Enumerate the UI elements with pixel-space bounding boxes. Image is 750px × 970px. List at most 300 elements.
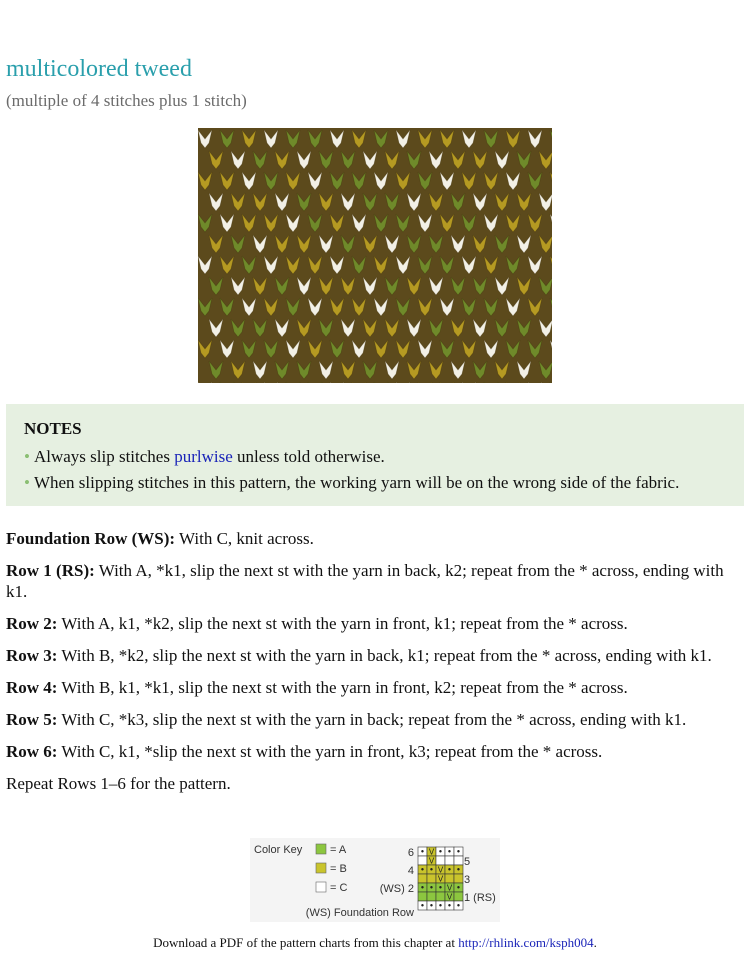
instruction-row-4 [6,677,742,698]
tweed-stitch [286,298,300,316]
tweed-stitch [308,382,322,383]
slip-stitch-symbol: V [437,865,444,875]
key-label-c: = C [330,882,348,894]
tweed-stitch [352,172,366,190]
tweed-stitch [198,256,212,274]
tweed-stitch [550,172,552,190]
tweed-stitch [352,214,366,232]
purl-dot-symbol: • [456,864,461,875]
page-title: multicolored tweed [6,56,192,82]
slip-stitch-symbol: V [428,847,435,857]
tweed-stitch [264,340,278,358]
tweed-stitch [363,151,377,169]
chart-grid [418,847,463,911]
row-label: Row 4: [6,678,58,697]
tweed-stitch [242,172,256,190]
note-item [24,446,744,468]
tweed-stitch [440,172,454,190]
row-text: With C, k1, *slip the next st with the yarn in front, k3; repeat from the * across. [57,742,603,761]
tweed-stitch [253,151,267,169]
tweed-stitch [418,340,432,358]
slip-stitch-symbol: V [428,856,435,866]
tweed-stitch [341,361,355,379]
tweed-stitch [297,319,311,337]
tweed-stitch [275,193,289,211]
tweed-stitch [418,382,432,383]
tweed-stitch [539,193,552,211]
tweed-stitch [517,235,531,253]
tweed-stitch [462,340,476,358]
tweed-stitch [341,235,355,253]
instruction-row-2 [6,613,742,634]
row-label: Foundation Row (WS): [6,529,176,548]
tweed-stitch [330,298,344,316]
tweed-stitch [429,277,443,295]
tweed-stitch [286,130,300,148]
footer-text: Download a PDF of the pattern charts from this chapter at [153,935,459,950]
tweed-stitch [297,235,311,253]
slip-stitch-symbol: V [446,892,453,902]
tweed-stitch [319,235,333,253]
stitch-multiple: (multiple of 4 stitches plus 1 stitch) [6,91,247,110]
tweed-stitch [231,151,245,169]
purl-dot-symbol: • [420,882,425,893]
tweed-stitch [517,319,531,337]
tweed-stitch [440,382,454,383]
tweed-stitch [308,256,322,274]
tweed-stitch [506,214,520,232]
footer-note [0,934,750,952]
slip-stitch-symbol: V [437,874,444,884]
tweed-stitch [506,340,520,358]
tweed-stitch [473,277,487,295]
tweed-stitch [341,319,355,337]
tweed-stitch [506,298,520,316]
tweed-stitch [396,172,410,190]
row-text: Repeat Rows 1–6 for the pattern. [6,774,231,793]
tweed-stitch [341,193,355,211]
tweed-stitch [319,193,333,211]
tweed-stitch [528,256,542,274]
tweed-stitch [451,151,465,169]
tweed-stitch [319,151,333,169]
tweed-stitch [528,214,542,232]
tweed-stitch [363,319,377,337]
row-label-6: 6 [407,847,414,859]
tweed-stitch [440,256,454,274]
tweed-stitch [231,193,245,211]
instruction-foundation-row [6,528,742,549]
tweed-stitch [462,130,476,148]
tweed-stitch [209,277,223,295]
purl-dot-symbol: • [429,864,434,875]
tweed-stitch [308,298,322,316]
tweed-stitch [352,256,366,274]
tweed-stitch [506,130,520,148]
instruction-row-1 [6,560,742,602]
tweed-stitch [275,361,289,379]
purl-dot-symbol: • [447,846,452,857]
purl-dot-symbol: • [420,900,425,911]
tweed-stitch [242,130,256,148]
tweed-stitch [407,193,421,211]
tweed-stitch [374,214,388,232]
tweed-stitch [231,235,245,253]
tweed-stitch [374,172,388,190]
tweed-stitch [275,235,289,253]
chart-cell [445,874,454,883]
tweed-stitch [308,130,322,148]
purl-dot-symbol: • [456,882,461,893]
tweed-stitch [209,319,223,337]
tweed-stitch [330,340,344,358]
tweed-stitch [286,340,300,358]
tweed-stitch [429,193,443,211]
tweed-stitch [352,130,366,148]
tweed-stitch [352,298,366,316]
bullet-icon: • [24,447,30,466]
tweed-stitch [374,256,388,274]
tweed-stitch [539,151,552,169]
note-text: When slipping stitches in this pattern, the working yarn will be on the wrong side of the fabric. [33,473,680,492]
tweed-stitch [308,214,322,232]
tweed-stitch [297,361,311,379]
tweed-stitch [319,277,333,295]
tweed-stitch [451,277,465,295]
tweed-stitch [407,277,421,295]
tweed-stitch [517,151,531,169]
tweed-stitch [462,256,476,274]
footer-period: . [593,935,597,950]
row-label-foundation: (WS) Foundation Row [305,907,414,919]
tweed-stitch [253,361,267,379]
tweed-stitch [539,235,552,253]
tweed-stitch [451,319,465,337]
tweed-stitch [253,319,267,337]
tweed-stitch [275,151,289,169]
row-label: Row 2: [6,614,58,633]
row-label-4: 4 [407,865,414,877]
chart-figure [250,838,500,922]
tweed-stitch [539,277,552,295]
notes-list [24,446,744,494]
row-text: With C, knit across. [175,529,314,548]
purl-dot-symbol: • [420,846,425,857]
tweed-stitch [506,256,520,274]
tweed-stitch [517,193,531,211]
purl-dot-symbol: • [456,900,461,911]
tweed-stitch [220,298,234,316]
tweed-stitch [198,340,212,358]
row-label-3: 3 [464,874,471,886]
key-swatch-a [316,844,326,854]
tweed-stitch [198,130,212,148]
tweed-stitch [385,235,399,253]
tweed-stitch [385,193,399,211]
tweed-stitch [385,277,399,295]
bullet-icon: • [24,473,30,492]
tweed-stitch [484,382,498,383]
tweed-stitch [418,256,432,274]
tweed-stitch [242,382,256,383]
tweed-stitch [198,172,212,190]
tweed-stitch [484,256,498,274]
tweed-stitch [396,214,410,232]
tweed-stitch [396,130,410,148]
tweed-stitch [528,172,542,190]
tweed-stitch [330,382,344,383]
tweed-stitch [231,277,245,295]
tweed-stitch [429,361,443,379]
note-text-after: unless told otherwise. [232,447,385,466]
instruction-row-5 [6,709,742,730]
row-text: With B, k1, *k1, slip the next st with the yarn in front, k2; repeat from the * across. [57,678,628,697]
tweed-swatch-photo [198,128,552,383]
purl-dot-symbol: • [420,864,425,875]
tweed-stitch [451,235,465,253]
tweed-stitch [473,361,487,379]
tweed-stitch [506,382,520,383]
tweed-stitch [418,298,432,316]
tweed-stitch [198,382,212,383]
instruction-row-6 [6,741,742,762]
key-swatch-b [316,863,326,873]
tweed-stitch [440,130,454,148]
tweed-stitch [363,361,377,379]
note-text-before: Always slip stitches [33,447,175,466]
tweed-stitch [286,256,300,274]
tweed-stitch [550,130,552,148]
tweed-stitch [264,172,278,190]
tweed-stitch [407,151,421,169]
tweed-stitch [396,340,410,358]
tweed-stitch [308,172,322,190]
tweed-stitch [539,361,552,379]
tweed-stitch [253,193,267,211]
tweed-stitch [418,172,432,190]
tweed-stitch [352,340,366,358]
note-item [24,472,744,494]
row-label-1: 1 (RS) [464,892,496,904]
tweed-stitch [209,235,223,253]
tweed-stitch [385,319,399,337]
tweed-stitch [209,193,223,211]
instruction-repeat [6,773,742,794]
tweed-stitch [242,298,256,316]
tweed-stitch [308,340,322,358]
tweed-stitch [209,151,223,169]
tweed-stitch [550,340,552,358]
tweed-stitch [330,172,344,190]
tweed-stitch [231,319,245,337]
tweed-stitch [220,382,234,383]
tweed-stitch [264,298,278,316]
tweed-stitch [550,214,552,232]
tweed-stitch [374,382,388,383]
tweed-stitch [550,382,552,383]
notes-box [6,404,744,506]
tweed-stitch [473,235,487,253]
row-label-5: 5 [464,856,471,868]
purlwise-link[interactable]: purlwise [174,447,233,466]
tweed-stitch [220,172,234,190]
tweed-stitch [473,193,487,211]
purl-dot-symbol: • [429,882,434,893]
tweed-stitch [220,130,234,148]
tweed-stitch [495,361,509,379]
tweed-stitch [264,382,278,383]
tweed-stitch [495,151,509,169]
tweed-stitch [297,151,311,169]
chart-cell [436,856,445,865]
tweed-stitch [286,382,300,383]
tweed-stitch [539,319,552,337]
key-swatch-c [316,882,326,892]
tweed-stitch [253,235,267,253]
tweed-stitch [341,151,355,169]
tweed-stitch [528,382,542,383]
row-text: With A, k1, *k2, slip the next st with the yarn in front, k1; repeat from the * across. [57,614,628,633]
tweed-stitch [517,277,531,295]
tweed-stitch [429,319,443,337]
tweed-stitch [396,382,410,383]
tweed-stitch [407,235,421,253]
tweed-stitch [374,340,388,358]
tweed-stitch [363,277,377,295]
tweed-stitch [506,172,520,190]
tweed-stitch [231,361,245,379]
tweed-stitch [440,340,454,358]
tweed-stitch [374,130,388,148]
swatch-illustration [198,128,552,383]
tweed-stitch [517,361,531,379]
tweed-stitch [528,340,542,358]
key-label-b: = B [330,863,347,875]
tweed-stitch [473,319,487,337]
tweed-stitch [264,130,278,148]
tweed-stitch [374,298,388,316]
tweed-stitch [385,151,399,169]
tweed-stitch [264,256,278,274]
row-label: Row 3: [6,646,58,665]
tweed-stitch [495,235,509,253]
tweed-stitch [484,340,498,358]
tweed-stitch [396,256,410,274]
tweed-stitch [297,277,311,295]
tweed-stitch [495,277,509,295]
tweed-stitch [363,235,377,253]
tweed-stitch [198,298,212,316]
tweed-stitch [242,214,256,232]
purl-dot-symbol: • [429,900,434,911]
tweed-stitch [473,151,487,169]
tweed-stitch [242,256,256,274]
tweed-stitch [286,214,300,232]
tweed-stitch [550,298,552,316]
tweed-stitch [550,256,552,274]
row-text: With A, *k1, slip the next st with the yarn in back, k2; repeat from the * across, ending with k1. [6,561,724,601]
tweed-stitch [220,340,234,358]
purl-dot-symbol: • [438,882,443,893]
notes-heading: NOTES [24,419,82,438]
purl-dot-symbol: • [447,864,452,875]
tweed-stitch [330,130,344,148]
tweed-stitch [462,214,476,232]
tweed-stitch [341,277,355,295]
instruction-row-3 [6,645,742,666]
row-label: Row 5: [6,710,58,729]
tweed-stitch [462,382,476,383]
purl-dot-symbol: • [438,900,443,911]
color-key-title: Color Key [254,844,303,856]
tweed-stitch [330,256,344,274]
tweed-stitch [484,130,498,148]
pdf-download-link[interactable]: http://rhlink.com/ksph004 [458,935,594,950]
tweed-stitch [330,214,344,232]
tweed-stitch [198,214,212,232]
tweed-stitch [462,172,476,190]
tweed-stitch [440,214,454,232]
tweed-stitch [440,298,454,316]
stitch-chart [250,838,500,922]
row-label: Row 1 (RS): [6,561,95,580]
tweed-stitch [484,298,498,316]
tweed-stitch [385,361,399,379]
purl-dot-symbol: • [456,846,461,857]
row-text: With B, *k2, slip the next st with the yarn in back, k1; repeat from the * across, ending with k1. [57,646,712,665]
tweed-stitch [297,193,311,211]
tweed-stitch [220,256,234,274]
slip-stitch-symbol: V [446,883,453,893]
tweed-stitch [429,151,443,169]
tweed-stitch [352,382,366,383]
row-label: Row 6: [6,742,58,761]
tweed-stitch [220,214,234,232]
purl-dot-symbol: • [447,900,452,911]
tweed-stitch [319,319,333,337]
tweed-stitch [407,319,421,337]
tweed-stitch [242,340,256,358]
tweed-stitch [495,319,509,337]
tweed-stitch [319,361,333,379]
tweed-stitch [407,361,421,379]
purl-dot-symbol: • [438,846,443,857]
tweed-stitch [528,130,542,148]
tweed-stitch [396,298,410,316]
tweed-stitch [462,298,476,316]
row-text: With C, *k3, slip the next st with the yarn in back; repeat from the * across, ending with k1. [57,710,687,729]
tweed-stitch [495,193,509,211]
tweed-stitch [451,193,465,211]
tweed-stitch [418,214,432,232]
row-label-2: (WS) 2 [379,883,414,895]
tweed-stitch [418,130,432,148]
tweed-stitch [528,298,542,316]
key-label-a: = A [330,844,347,856]
tweed-stitch [451,361,465,379]
tweed-stitch [275,319,289,337]
pattern-instructions [6,528,742,805]
tweed-stitch [363,193,377,211]
tweed-stitch [275,277,289,295]
tweed-stitch [484,172,498,190]
tweed-stitch [253,277,267,295]
tweed-stitch [429,235,443,253]
tweed-stitch [264,214,278,232]
tweed-stitch [484,214,498,232]
tweed-stitch [286,172,300,190]
tweed-stitch [209,361,223,379]
